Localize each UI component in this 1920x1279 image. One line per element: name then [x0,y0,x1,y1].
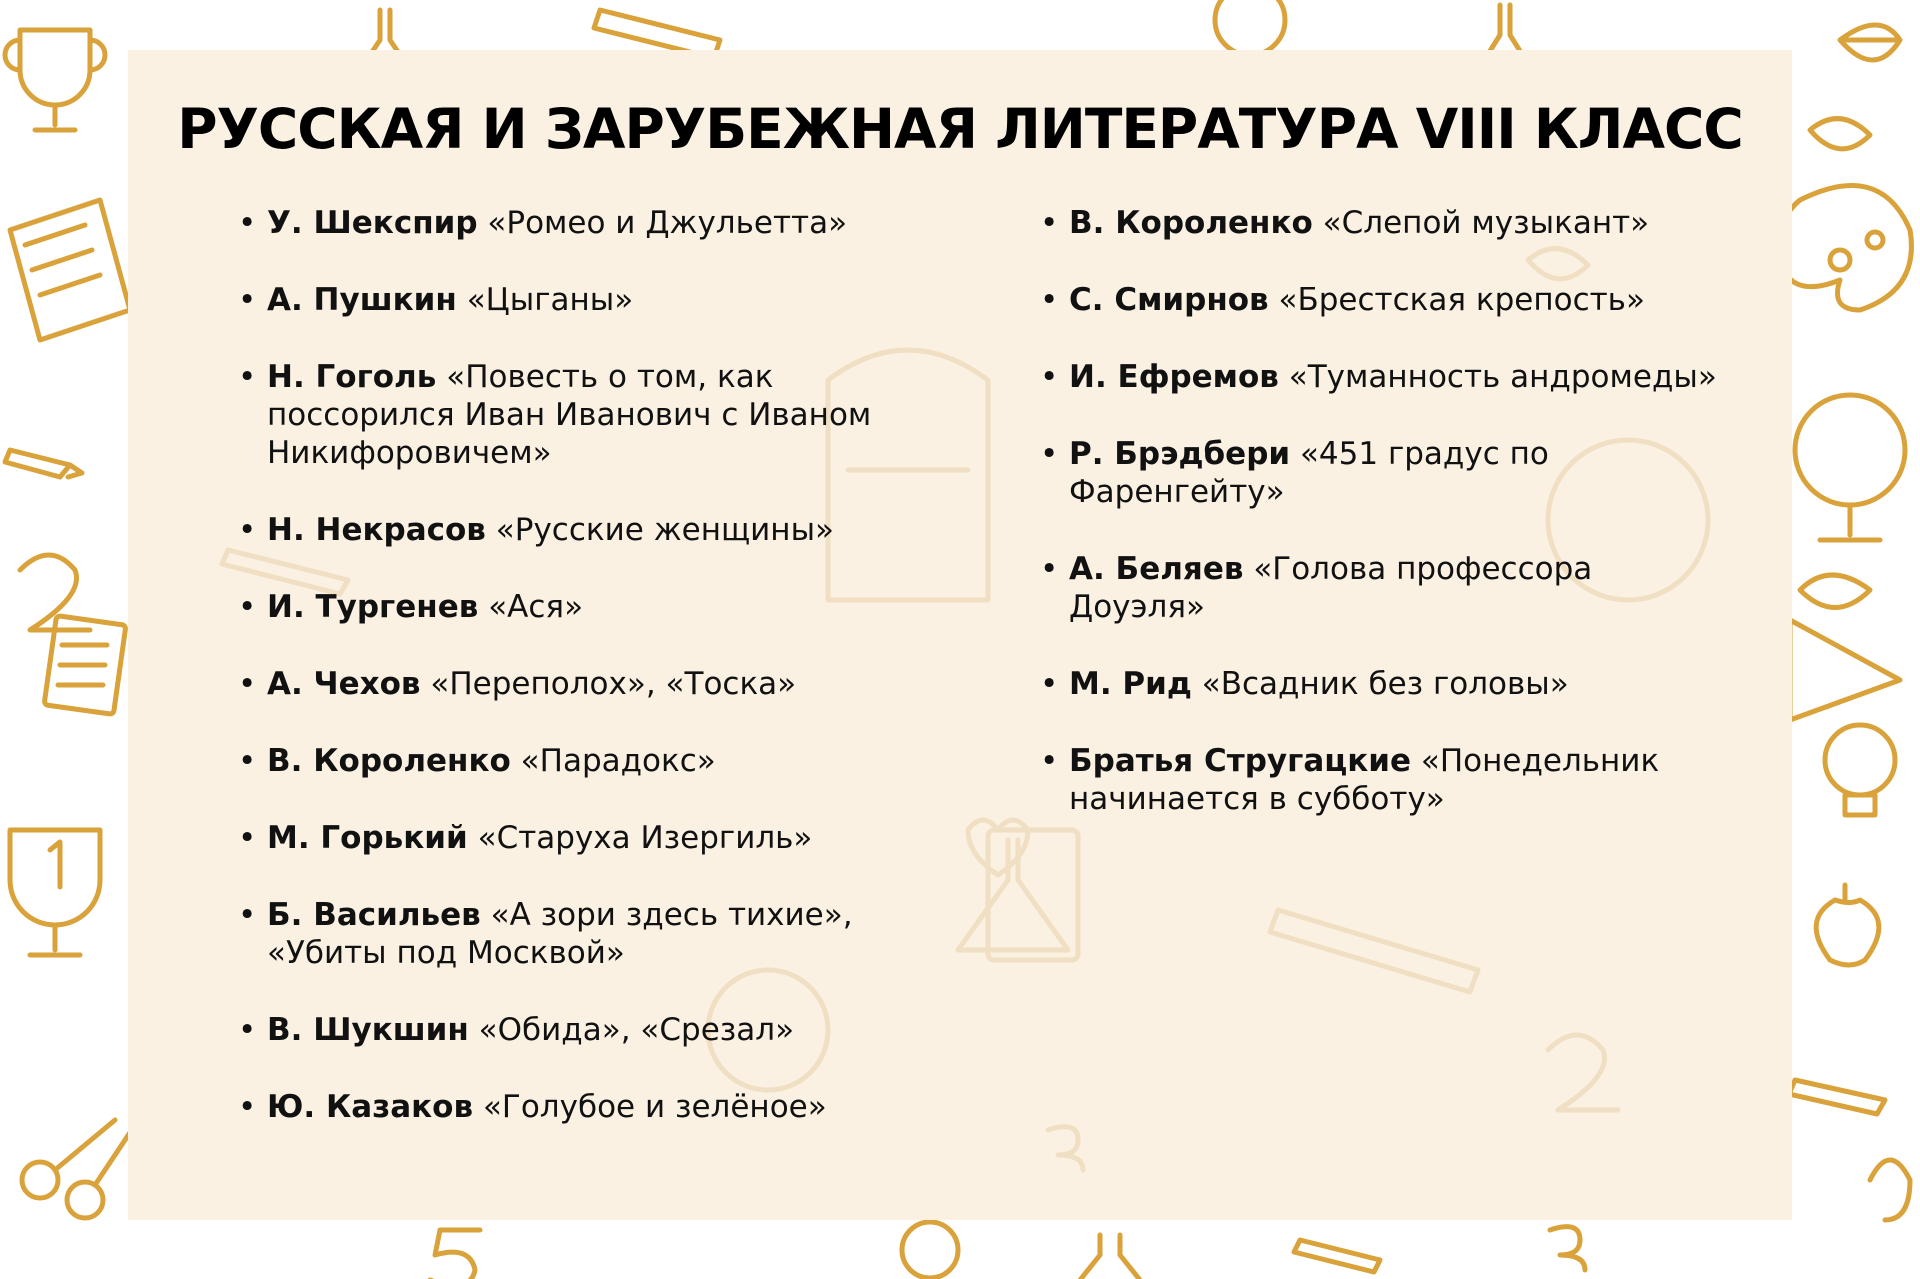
list-item [238,1011,958,1049]
apple-icon [1816,885,1879,965]
work-title: «Обида», «Срезал» [478,1012,795,1048]
paper-clip-icon [1870,1160,1910,1220]
ruler-faint-icon [1270,910,1478,992]
list-item [238,511,958,549]
number-three-icon [1550,1227,1585,1270]
work-title: «Повесть о том, как поссорился Иван Иванович с Иваном Никифоровичем» [267,359,872,471]
work-title: «Понедельник начинается в субботу» [1069,743,1660,817]
list-item [1040,358,1730,396]
bullet-icon: • [238,282,257,318]
author-name: А. Беляев [1069,551,1244,587]
number-five-icon [430,1230,480,1279]
bullet-icon: • [1040,205,1059,241]
bullet-icon: • [238,589,257,625]
work-title: «Ромео и Джульетта» [487,205,848,241]
work-title: «Брестская крепость» [1278,282,1645,318]
list-item [238,204,958,242]
work-title: «Голубое и зелёное» [482,1089,827,1125]
triangle-ruler-icon [1790,620,1900,720]
bullet-icon: • [238,359,257,395]
author-name: А. Чехов [267,666,421,702]
open-book-icon [10,200,130,340]
work-title: «А зори здесь тихие», «Убиты под Москвой» [267,897,853,971]
light-bulb-icon [1825,725,1895,815]
author-name: Б. Васильев [267,897,481,933]
bullet-icon: • [238,512,257,548]
bullet-icon: • [1040,743,1059,779]
list-item [238,358,958,472]
bullet-icon: • [1040,666,1059,702]
content-panel [128,50,1792,1220]
pencil-icon [5,450,82,477]
bullet-icon: • [238,205,257,241]
work-title: «Ася» [488,589,584,625]
author-name: У. Шекспир [267,205,478,241]
scissors-icon [22,1120,135,1218]
list-item [238,819,958,857]
bullet-icon: • [1040,359,1059,395]
work-title: «Всадник без головы» [1201,666,1569,702]
page-title: РУССКАЯ И ЗАРУБЕЖНАЯ ЛИТЕРАТУРА VIII КЛАСС [177,97,1743,161]
trophy-icon [5,30,105,130]
pen-icon [1294,1240,1380,1272]
pencil-icon-2 [1789,1080,1885,1114]
bullet-icon: • [1040,436,1059,472]
work-title: «451 градус по Фаренгейту» [1069,436,1549,510]
author-name: В. Короленко [1069,205,1313,241]
work-title: «Переполох», «Тоска» [430,666,797,702]
work-title: «Слепой музыкант» [1322,205,1650,241]
number-three-faint-icon [1048,1127,1083,1170]
list-item [1040,742,1730,818]
paint-palette-icon [1779,185,1911,310]
list-item [238,665,958,703]
bullet-icon: • [238,1012,257,1048]
work-title: «Цыганы» [466,282,634,318]
author-name: Р. Брэдбери [1069,436,1291,472]
author-name: С. Смирнов [1069,282,1269,318]
author-name: И. Тургенев [267,589,479,625]
list-item [1040,204,1730,242]
work-title: «Старуха Изергиль» [477,820,813,856]
work-title: «Туманность андромеды» [1288,359,1717,395]
globe-stand-icon [1795,395,1905,540]
bullet-icon: • [1040,551,1059,587]
list-item [1040,435,1730,511]
leaf-icon [1840,25,1900,60]
author-name: Братья Стругацкие [1069,743,1411,779]
list-item [238,742,958,780]
author-name: В. Шукшин [267,1012,469,1048]
number-two-faint-icon [1548,1035,1618,1110]
list-item [238,281,958,319]
trophy-one-icon [10,830,100,955]
bullet-icon: • [1040,282,1059,318]
author-name: Н. Некрасов [267,512,486,548]
leaf-icon-3 [1800,575,1870,608]
bullet-icon: • [238,666,257,702]
author-name: М. Рид [1069,666,1192,702]
bullet-icon: • [238,897,257,933]
list-item [238,588,958,626]
right-book-list [1040,204,1730,857]
list-item [1040,281,1730,319]
bullet-icon: • [238,1089,257,1125]
list-item [1040,665,1730,703]
circle-doodle-icon [902,1222,958,1278]
author-name: А. Пушкин [267,282,457,318]
author-name: В. Короленко [267,743,511,779]
leaf-icon-2 [1810,119,1870,149]
bullet-icon: • [238,820,257,856]
globe-icon [1215,0,1285,55]
author-name: Ю. Казаков [267,1089,474,1125]
left-book-list [238,204,958,1165]
work-title: «Парадокс» [520,743,716,779]
author-name: Н. Гоголь [267,359,437,395]
work-title: «Голова профессора Доуэля» [1069,551,1593,625]
bullet-icon: • [238,743,257,779]
flask-icon-3 [1080,1235,1140,1279]
list-item [238,1088,958,1126]
author-name: М. Горький [267,820,468,856]
list-item [238,896,958,972]
author-name: И. Ефремов [1069,359,1279,395]
work-title: «Русские женщины» [495,512,835,548]
list-item [1040,550,1730,626]
